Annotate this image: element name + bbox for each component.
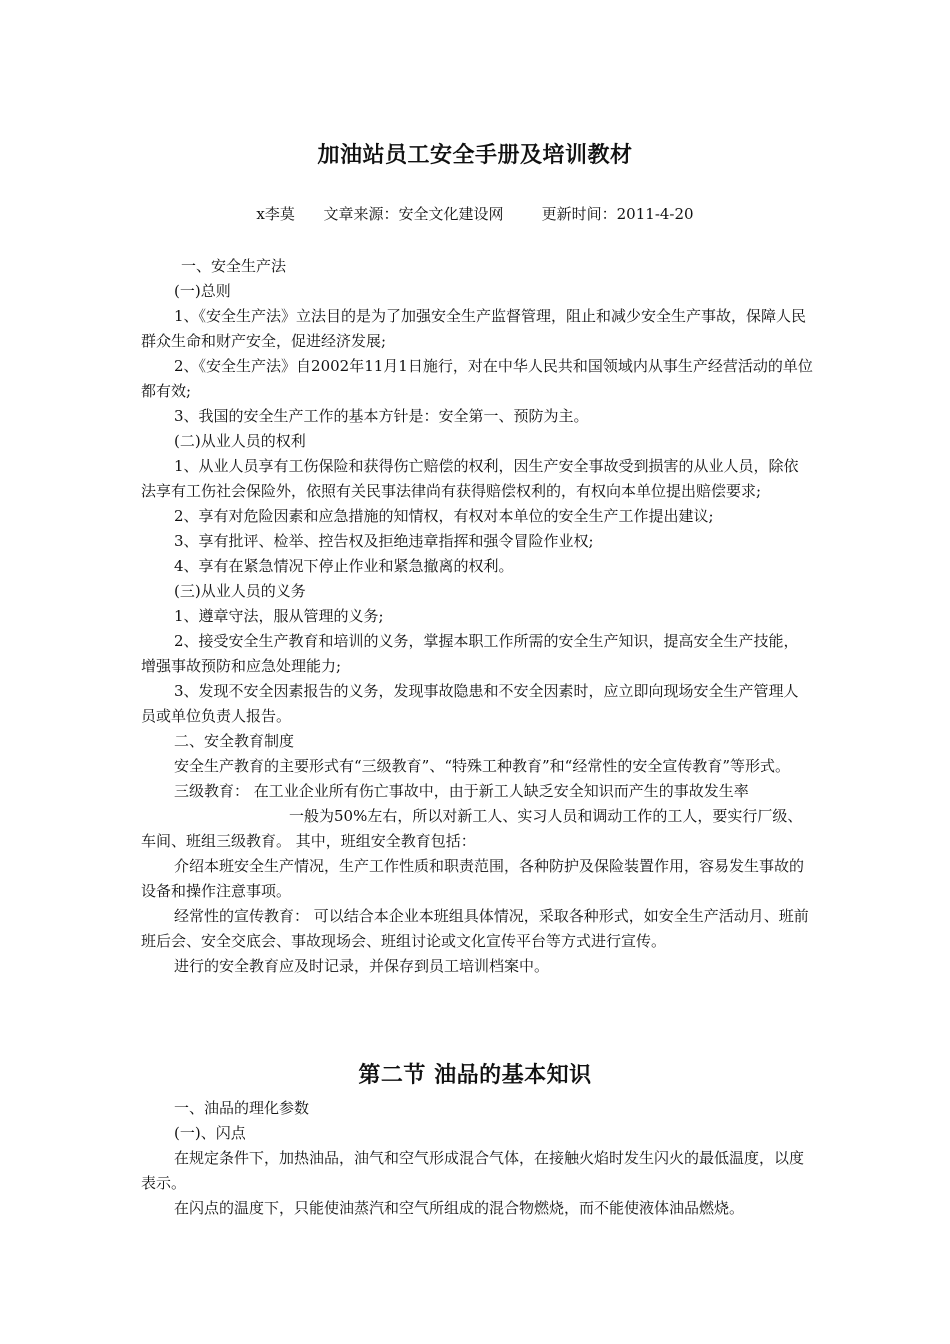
paragraph: 1、《安全生产法》立法目的是为了加强安全生产监督管理，阻止和减少安全生产事故，保障人民群众生命和财产安全，促进经济发展; — [141, 307, 807, 350]
paragraph: 3、享有批评、检举、控告权及拒绝违章指挥和强令冒险作业权; — [174, 532, 594, 550]
paragraph: 安全生产教育的主要形式有“三级教育”、“特殊工种教育”和“经常性的安全宣传教育”等形式。 — [174, 757, 791, 775]
subheading-rights: (二)从业人员的权利 — [174, 432, 306, 450]
subheading-general: (一)总则 — [174, 282, 231, 300]
section-1-body — [141, 254, 813, 979]
three-level-text-a: 三级教育： 在工业企业所有伤亡事故中，由于新工人缺乏安全知识而产生的事故发生率 — [174, 782, 749, 800]
three-level-text-b: 一般为50%左右，所以对新工人、实习人员和调动工作的工人，要实行厂级、车间、班组三级教育。 其中，班组安全教育包括： — [141, 807, 803, 850]
meta-updated: 更新时间：2011-4-20 — [541, 205, 694, 223]
paragraph: 经常性的宣传教育： 可以结合本企业本班组具体情况，采取各种形式，如安全生产活动月、班前班后会、安全交底会、事故现场会、班组讨论或文化宣传平台等方式进行宣传。 — [141, 907, 809, 950]
paragraph: 2、《安全生产法》自2002年11月1日施行，对在中华人民共和国领域内从事生产经营活动的单位都有效; — [141, 357, 813, 400]
meta-source: 文章来源：安全文化建设网 — [323, 205, 504, 223]
paragraph: 1、从业人员享有工伤保险和获得伤亡赔偿的权利，因生产安全事故受到损害的从业人员，除依法享有工伤社会保险外，依照有关民事法律尚有获得赔偿权利的，有权向本单位提出赔偿要求; — [141, 457, 799, 500]
meta-author: x李莫 — [256, 205, 295, 223]
paragraph: 介绍本班安全生产情况，生产工作性质和职责范围，各种防护及保险装置作用，容易发生事故的设备和操作注意事项。 — [141, 857, 805, 900]
paragraph: 4、享有在紧急情况下停止作业和紧急撤离的权利。 — [174, 557, 514, 575]
paragraph: 进行的安全教育应及时记录，并保存到员工培训档案中。 — [174, 957, 550, 975]
subheading-duties: (三)从业人员的义务 — [174, 582, 306, 600]
paragraph: 3、我国的安全生产工作的基本方针是：安全第一、预防为主。 — [174, 407, 589, 425]
paragraph-three-level — [141, 779, 813, 854]
paragraph: 在规定条件下，加热油品，油气和空气形成混合气体，在接触火焰时发生闪火的最低温度，以度表示。 — [141, 1149, 805, 1192]
heading-safety-law: 一、安全生产法 — [181, 257, 287, 275]
heading-oil-parameters: 一、油品的理化参数 — [174, 1099, 310, 1117]
document-title: 加油站员工安全手册及培训教材 — [317, 143, 633, 168]
paragraph: 2、接受安全生产教育和培训的义务，掌握本职工作所需的安全生产知识，提高安全生产技能，增强事故预防和应急处理能力; — [141, 632, 799, 675]
paragraph: 在闪点的温度下，只能使油蒸汽和空气所组成的混合物燃烧，而不能使液体油品燃烧。 — [174, 1199, 745, 1217]
document-meta — [0, 203, 950, 224]
section-2-title: 第二节 油品的基本知识 — [358, 1063, 592, 1088]
paragraph: 1、遵章守法，服从管理的义务; — [174, 607, 384, 625]
heading-education-system: 二、安全教育制度 — [174, 732, 295, 750]
paragraph: 3、发现不安全因素报告的义务，发现事故隐患和不安全因素时，应立即向现场安全生产管理人员或单位负责人报告。 — [141, 682, 799, 725]
subheading-flash-point: (一)、闪点 — [174, 1124, 246, 1142]
section-2-body — [141, 1096, 813, 1221]
paragraph: 2、享有对危险因素和应急措施的知情权，有权对本单位的安全生产工作提出建议; — [174, 507, 714, 525]
